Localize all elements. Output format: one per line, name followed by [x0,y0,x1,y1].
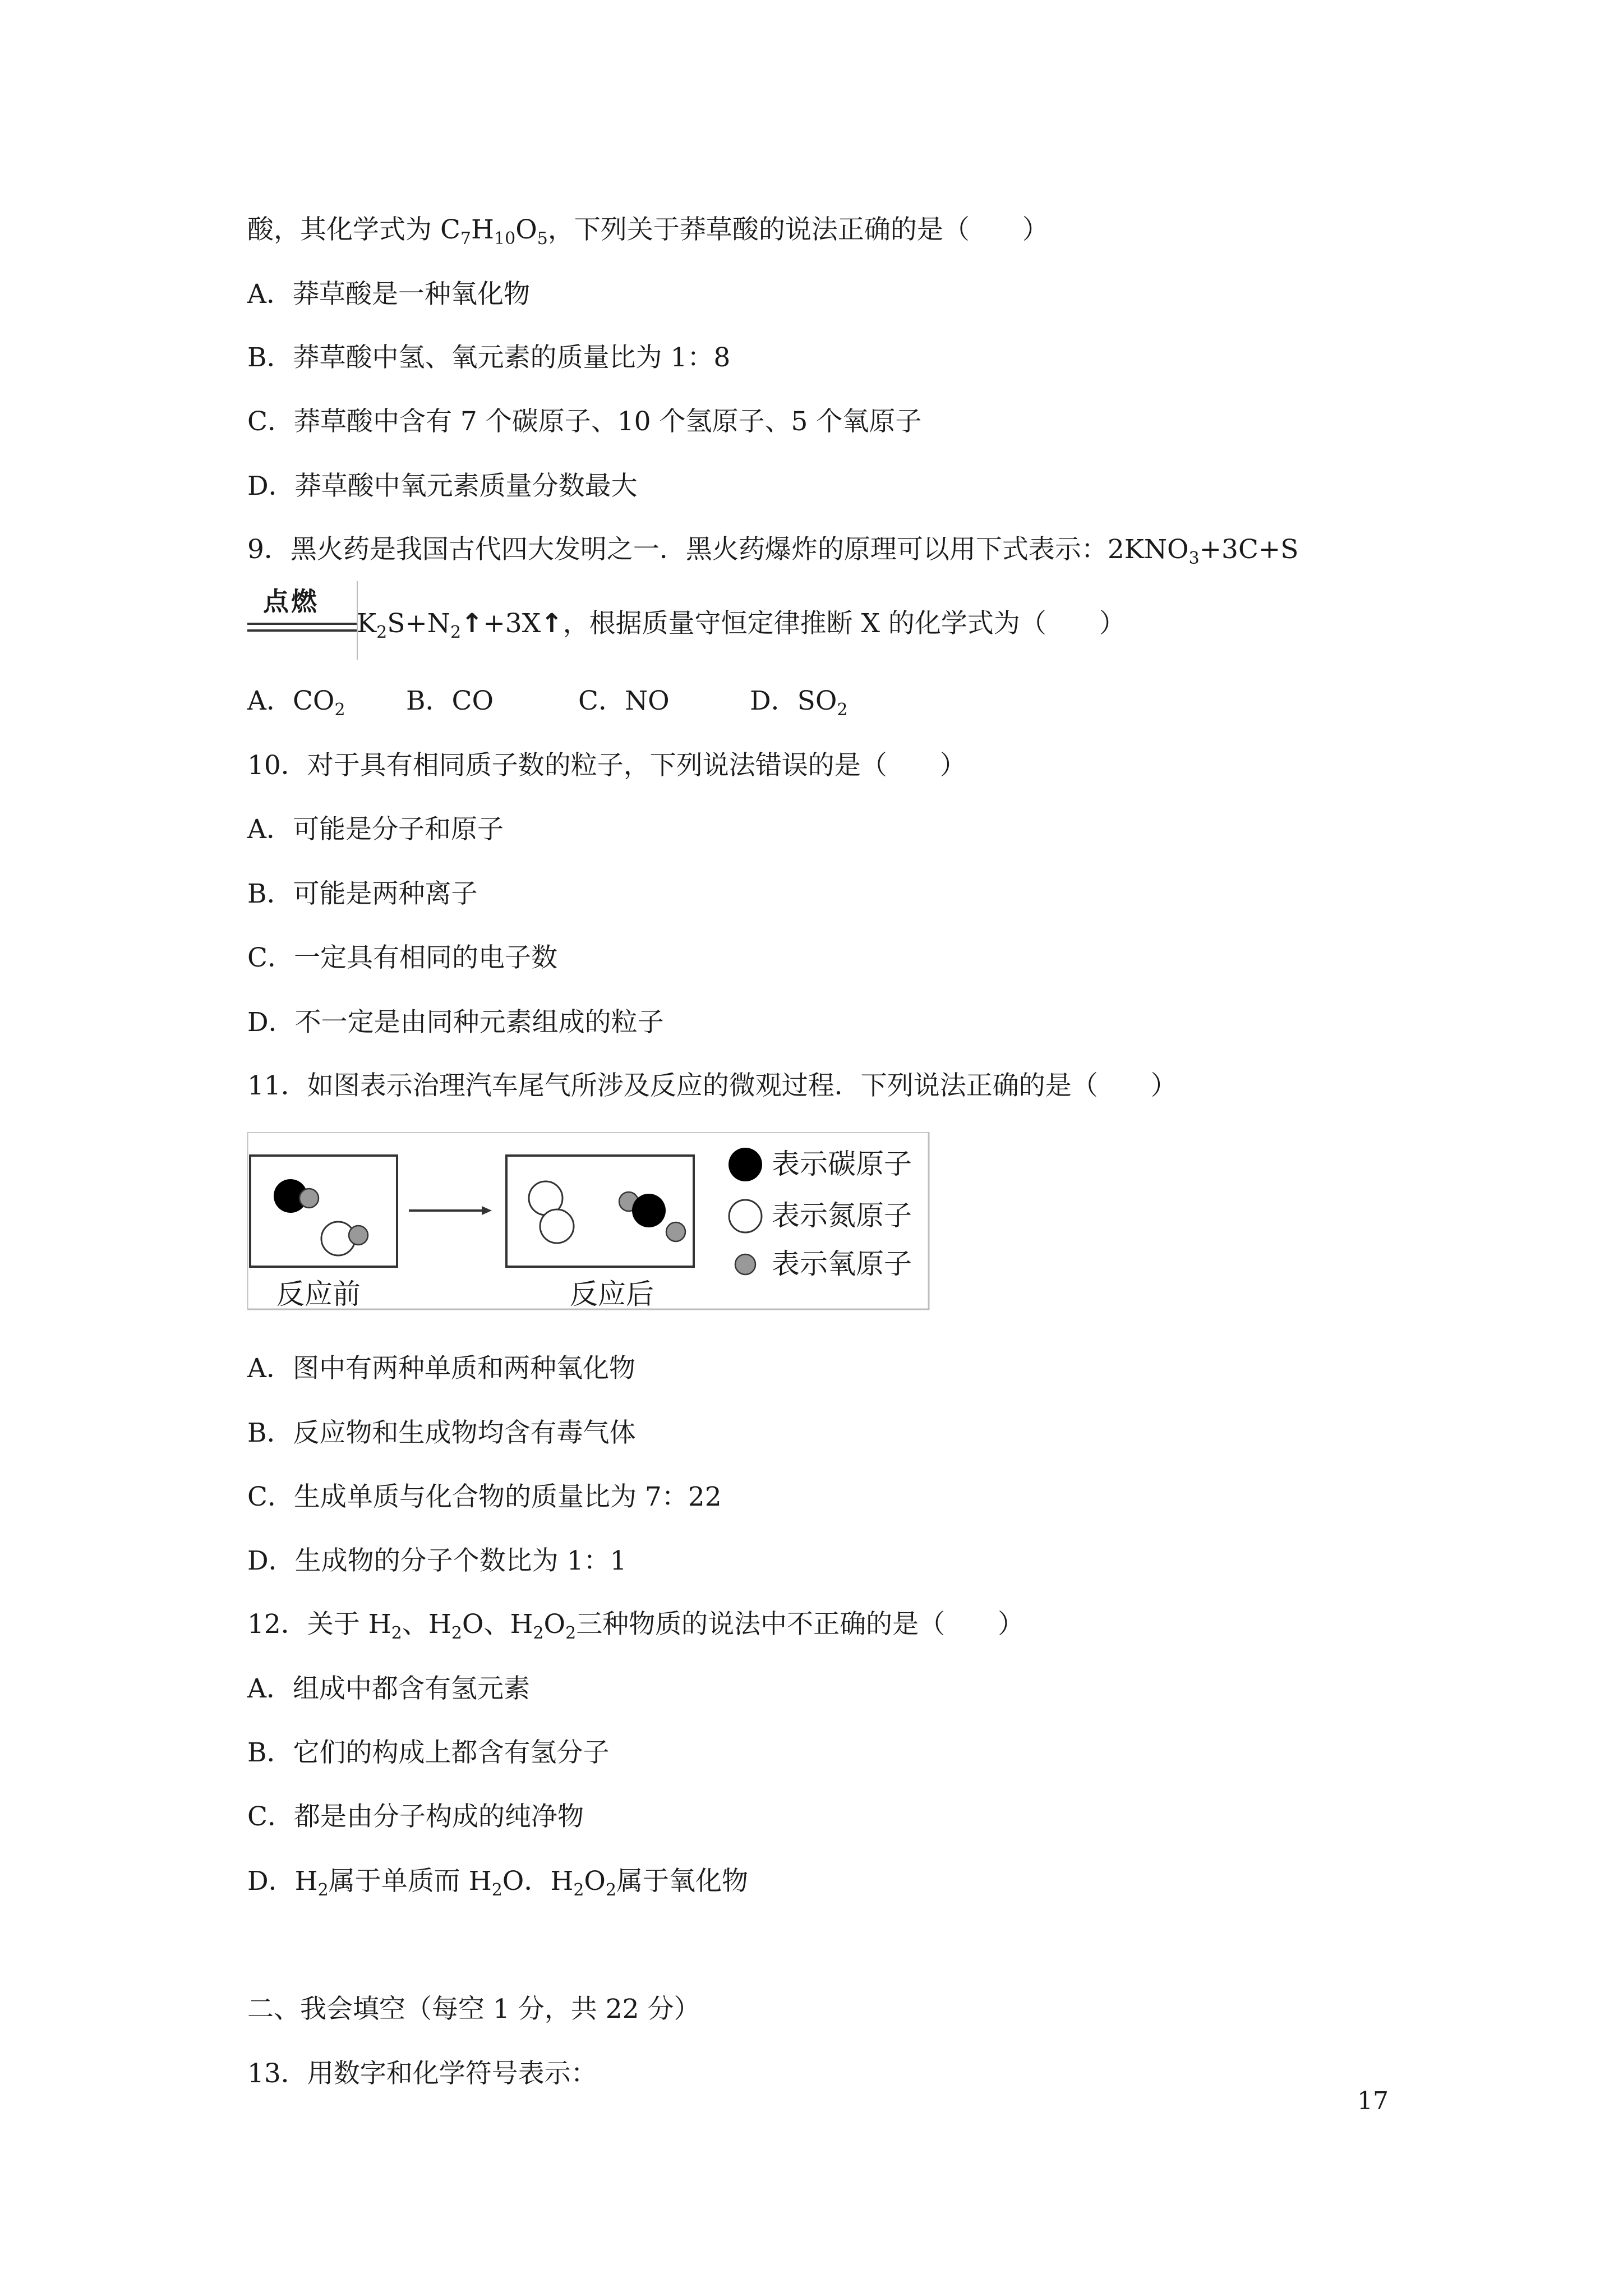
reaction-condition-label: 点燃 [263,586,319,616]
q10-stem: 10．对于具有相同质子数的粒子，下列说法错误的是（ ） [247,750,966,781]
q11-option-c: C．生成单质与化合物的质量比为 7：22 [247,1481,722,1512]
oxygen-atom [349,1226,368,1245]
q12-option-b: B．它们的构成上都含有氢分子 [247,1737,610,1768]
after-caption: 反应后 [570,1278,654,1310]
q12-option-d-text: O [584,1866,606,1897]
q9-option-d-text: D．SO [750,685,837,716]
q12-stem-text: O、H [462,1609,533,1640]
subscript: 3 [1188,549,1200,568]
subscript: 2 [837,700,848,720]
subscript: 2 [491,1880,502,1900]
legend-oxygen-label: 表示氧原子 [772,1248,912,1280]
q8-stem-text: ，下列关于莽草酸的说法正确的是（ ） [547,214,1049,245]
q12-option-d-text: 属于单质而 H [328,1866,492,1897]
legend-carbon-label: 表示碳原子 [772,1148,912,1180]
q9-stem-text: K [357,608,377,639]
legend-oxygen-icon [735,1254,755,1274]
q9-option-c: C．NO [578,685,670,716]
q12-option-d-text: 属于氧化物 [616,1866,749,1897]
q9-stem-text: 9．黑火药是我国古代四大发明之一．黑火药爆炸的原理可以用下式表示：2KNO [247,534,1189,565]
q12-option-d [247,1865,748,1898]
subscript: 2 [451,1623,462,1643]
q12-option-c: C．都是由分子构成的纯净物 [247,1801,584,1832]
legend-nitrogen-label: 表示氮原子 [772,1199,912,1232]
q10-option-d: D．不一定是由同种元素组成的粒子 [247,1007,664,1038]
nitrogen-atom [540,1209,574,1243]
q11-option-a: A．图中有两种单质和两种氧化物 [247,1353,635,1384]
subscript: 2 [605,1880,617,1900]
q8-stem-text: O [515,214,537,245]
q8-stem-text: H [471,214,494,245]
q9-stem-text: +3X [483,608,541,639]
subscript: 2 [391,1623,402,1643]
before-box [250,1156,397,1267]
legend-nitrogen-icon [729,1200,762,1232]
gas-arrow-icon: ↑ [461,608,483,639]
q9-stem-line1 [247,533,1299,567]
q12-stem-text: 三种物质的说法中不正确的是（ ） [576,1609,1025,1640]
q10-option-c: C．一定具有相同的电子数 [247,942,557,973]
q12-stem-text: 、H [402,1609,451,1640]
q12-stem [247,1608,1024,1641]
q11-option-b: B．反应物和生成物均含有毒气体 [247,1418,636,1448]
q9-stem-text: +3C+S [1199,534,1299,565]
q8-option-b: B．莽草酸中氢、氧元素的质量比为 1：8 [247,342,731,373]
q11-option-d: D．生成物的分子个数比为 1：1 [247,1545,627,1576]
q9-stem-line2 [357,607,1126,641]
q9-stem-text: ，根据质量守恒定律推断 X 的化学式为（ ） [562,608,1126,639]
q12-stem-text: O [543,1609,566,1640]
q8-option-c: C．莽草酸中含有 7 个碳原子、10 个氢原子、5 个氧原子 [247,406,922,437]
page-number: 17 [1357,2087,1389,2115]
q10-option-b: B．可能是两种离子 [247,878,478,909]
legend-carbon-icon [728,1148,762,1181]
gas-arrow-icon: ↑ [541,608,563,639]
q9-option-a-text: A．CO [247,685,335,716]
q10-option-a: A．可能是分子和原子 [247,814,504,845]
section-2-heading: 二、我会填空（每空 1 分，共 22 分） [247,1994,700,2024]
subscript: 2 [533,1623,544,1643]
reaction-diagram [247,1132,937,1317]
subscript: 7 [460,229,471,249]
q12-option-d-text: D．H [247,1866,318,1897]
subscript: 2 [317,1880,329,1900]
q8-stem-line [247,213,1049,247]
q8-stem-text: 酸，其化学式为 C [247,214,460,245]
subscript: 2 [565,1623,577,1643]
subscript: 2 [376,623,388,642]
q9-option-d [750,684,848,718]
q8-option-d: D．莽草酸中氧元素质量分数最大 [247,471,638,501]
before-caption: 反应前 [276,1278,361,1310]
subscript: 2 [334,700,345,720]
q12-option-d-text: O．H [502,1866,574,1897]
q8-option-a: A．莽草酸是一种氧化物 [247,279,530,310]
carbon-atom [632,1194,666,1227]
q13-stem: 13．用数字和化学符号表示： [247,2058,597,2089]
oxygen-atom [666,1222,685,1241]
q9-option-a [247,684,406,718]
reaction-condition-sign [247,581,357,660]
q12-stem-text: 12．关于 H [247,1609,391,1640]
equals-line-bottom [247,629,357,632]
q9-options [247,684,848,718]
equals-line-top [247,623,357,625]
q12-option-a: A．组成中都含有氢元素 [247,1673,530,1704]
arrow-head-icon [482,1206,492,1215]
q11-stem: 11．如图表示治理汽车尾气所涉及反应的微观过程．下列说法正确的是（ ） [247,1070,1177,1101]
q9-option-b: B．CO [406,685,494,716]
q9-stem-text: S+N [387,608,450,639]
subscript: 5 [537,229,548,249]
subscript: 10 [494,229,516,249]
subscript: 2 [450,623,462,642]
subscript: 2 [573,1880,584,1900]
oxygen-atom [299,1189,319,1208]
